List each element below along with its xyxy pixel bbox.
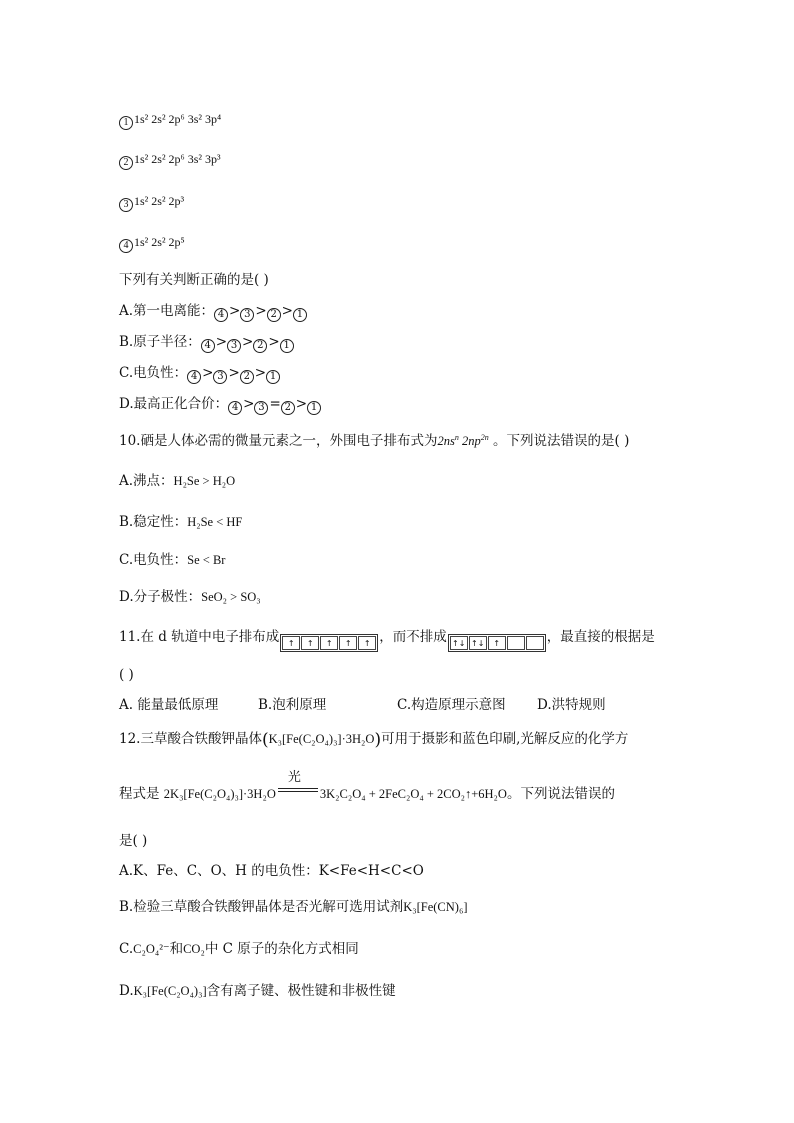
circled-number: 3 bbox=[119, 198, 133, 212]
orbital-box: ↑↓ bbox=[469, 636, 487, 650]
orbital-box: ↑ bbox=[339, 636, 357, 650]
circled-number: 3 bbox=[254, 401, 268, 415]
stem-text: 10.硒是人体必需的微量元素之一，外围电子排布式为 bbox=[119, 433, 438, 449]
circled-number: 1 bbox=[119, 116, 133, 130]
stem-text: 。下列说法错误的是( ) bbox=[488, 433, 630, 449]
config-text: 1s² 2s² 2p⁶ 3s² 3p³ bbox=[134, 152, 221, 166]
option-label: C.电负性： bbox=[119, 552, 188, 568]
q11-paren: ( ) bbox=[119, 667, 134, 683]
superscript: 2n bbox=[480, 432, 489, 442]
q11-stem bbox=[119, 628, 655, 652]
circled-number: 3 bbox=[227, 339, 241, 353]
option-text: B.检验三草酸合铁酸钾晶体是否光解可选用试剂 bbox=[119, 899, 404, 915]
option-text: 中 C 原子的杂化方式相同 bbox=[204, 941, 359, 957]
circled-number: 2 bbox=[267, 308, 281, 322]
option-d: D.洪特规则 bbox=[537, 697, 606, 713]
option-prefix: C.电负性： bbox=[119, 365, 188, 381]
operator: > bbox=[281, 303, 293, 319]
option-a: A. 能量最低原理 bbox=[119, 697, 219, 713]
operator: > bbox=[268, 334, 280, 350]
q9-option-c bbox=[119, 364, 281, 384]
equation-products: 3K₂C₂O₄ + 2FeC₂O₄ + 2CO₂↑+6H₂O bbox=[319, 787, 507, 801]
superscript: n bbox=[454, 432, 459, 442]
circled-number: 2 bbox=[281, 401, 295, 415]
circled-number: 1 bbox=[266, 370, 280, 384]
option-formula: H₂Se > H₂O bbox=[173, 474, 236, 488]
q9-stem: 下列有关判断正确的是( ) bbox=[119, 272, 269, 288]
operator: > bbox=[229, 303, 241, 319]
option-text: 和 bbox=[169, 941, 184, 957]
circled-number: 1 bbox=[280, 339, 294, 353]
operator: > bbox=[254, 365, 267, 381]
q10-option-b bbox=[119, 513, 242, 531]
orbital-box: ↑ bbox=[320, 636, 338, 650]
operator: > bbox=[215, 334, 228, 350]
q9-option-a bbox=[119, 302, 308, 322]
light-condition-sign bbox=[276, 770, 320, 798]
option-formula: H₂Se < HF bbox=[187, 515, 243, 529]
option-prefix: A.第一电离能： bbox=[119, 303, 215, 319]
equation-reactant: 2K₃[Fe(C₂O₄)₃]·3H₂O bbox=[163, 787, 276, 801]
circled-number: 4 bbox=[214, 308, 228, 322]
q10-option-a bbox=[119, 472, 235, 490]
circled-number: 1 bbox=[293, 308, 307, 322]
config-4 bbox=[119, 233, 185, 253]
operator: = bbox=[269, 396, 281, 412]
operator: > bbox=[255, 303, 267, 319]
q12-option-a: A.K、Fe、C、O、H 的电负性：K<Fe<H<C<O bbox=[119, 863, 424, 879]
option-text: 含有离子键、极性键和非极性键 bbox=[206, 983, 396, 999]
crystal-formula: K₃[Fe(C₂O₄)₃]·3H₂O bbox=[268, 732, 375, 746]
circled-number: 2 bbox=[253, 339, 267, 353]
q12-option-d bbox=[119, 982, 396, 1000]
q12-stem bbox=[119, 730, 628, 749]
circled-number: 4 bbox=[201, 339, 215, 353]
option-formula: Se < Br bbox=[187, 553, 226, 567]
orbital-box: ↑ bbox=[282, 636, 300, 650]
q12-option-b bbox=[119, 898, 467, 916]
config-1 bbox=[119, 110, 221, 130]
q12-option-c bbox=[119, 940, 359, 958]
condition-label: 光 bbox=[287, 770, 301, 785]
co2-formula: CO₂ bbox=[183, 942, 205, 956]
coef: 2 bbox=[437, 434, 444, 448]
circled-number: 2 bbox=[240, 370, 254, 384]
option-prefix: B.原子半径： bbox=[119, 334, 201, 350]
orbital-ns: ns bbox=[443, 434, 455, 448]
stem-text: 11.在 d 轨道中电子排布成 bbox=[119, 629, 280, 645]
config-2 bbox=[119, 150, 221, 170]
stem-text: 。下列说法错误的 bbox=[506, 786, 615, 802]
q10-option-c bbox=[119, 551, 225, 569]
option-text: C. bbox=[119, 941, 134, 957]
orbital-box: ↑ bbox=[358, 636, 376, 650]
operator: > bbox=[243, 396, 255, 412]
orbital-diagram-1 bbox=[280, 634, 378, 652]
oxalate-formula: C₂O₄²⁻ bbox=[133, 942, 170, 956]
operator: > bbox=[295, 396, 308, 412]
circled-number: 3 bbox=[240, 308, 254, 322]
q10-option-d bbox=[119, 588, 261, 606]
orbital-diagram-2 bbox=[448, 634, 546, 652]
operator: > bbox=[228, 365, 240, 381]
option-formula: SeO₂ > SO₃ bbox=[201, 590, 261, 604]
q9-option-d bbox=[119, 395, 322, 415]
option-label: B.稳定性： bbox=[119, 514, 188, 530]
option-prefix: D.最高正化合价： bbox=[119, 396, 229, 412]
circled-number: 3 bbox=[213, 370, 227, 384]
config-3 bbox=[119, 192, 184, 212]
option-text: D. bbox=[119, 983, 134, 999]
option-label: D.分子极性： bbox=[119, 589, 202, 605]
orbital-box bbox=[526, 636, 544, 650]
option-b: B.泡利原理 bbox=[258, 697, 327, 713]
q12-stem-end: 是( ) bbox=[119, 833, 148, 849]
stem-text: 可用于摄影和蓝色印刷,光解反应的化学方 bbox=[381, 731, 629, 747]
stem-text: 12.三草酸合铁酸钾晶体 bbox=[119, 731, 262, 747]
circled-number: 4 bbox=[187, 370, 201, 384]
circled-number: 1 bbox=[307, 401, 321, 415]
operator: > bbox=[202, 365, 214, 381]
stem-text: ，而不排成 bbox=[379, 629, 447, 645]
circled-number: 4 bbox=[119, 239, 133, 253]
orbital-np: 2np bbox=[458, 434, 481, 448]
config-text: 1s² 2s² 2p⁵ bbox=[134, 235, 185, 249]
orbital-box bbox=[507, 636, 525, 650]
stem-text: 程式是 bbox=[119, 786, 164, 802]
orbital-box: ↑↓ bbox=[450, 636, 468, 650]
circled-number: 4 bbox=[228, 401, 242, 415]
option-label: A.沸点： bbox=[119, 473, 174, 489]
option-c: C.构造原理示意图 bbox=[397, 697, 506, 713]
paren-open: ( bbox=[261, 730, 269, 750]
circled-number: 2 bbox=[119, 156, 133, 170]
orbital-box: ↑ bbox=[488, 636, 506, 650]
q10-stem bbox=[119, 432, 629, 450]
paren-close: ) bbox=[374, 730, 382, 750]
complex-formula: K₃[Fe(C₂O₄)₃] bbox=[133, 984, 207, 998]
config-text: 1s² 2s² 2p³ bbox=[134, 194, 185, 208]
stem-text: ，最直接的根据是 bbox=[546, 629, 655, 645]
q9-option-b bbox=[119, 333, 295, 353]
valence-config bbox=[437, 434, 488, 448]
q11-options bbox=[119, 696, 606, 714]
orbital-box: ↑ bbox=[301, 636, 319, 650]
config-text: 1s² 2s² 2p⁶ 3s² 3p⁴ bbox=[134, 112, 222, 126]
q12-equation-line bbox=[119, 770, 615, 803]
operator: > bbox=[242, 334, 254, 350]
reagent-formula: K₃[Fe(CN)₆] bbox=[403, 900, 468, 914]
